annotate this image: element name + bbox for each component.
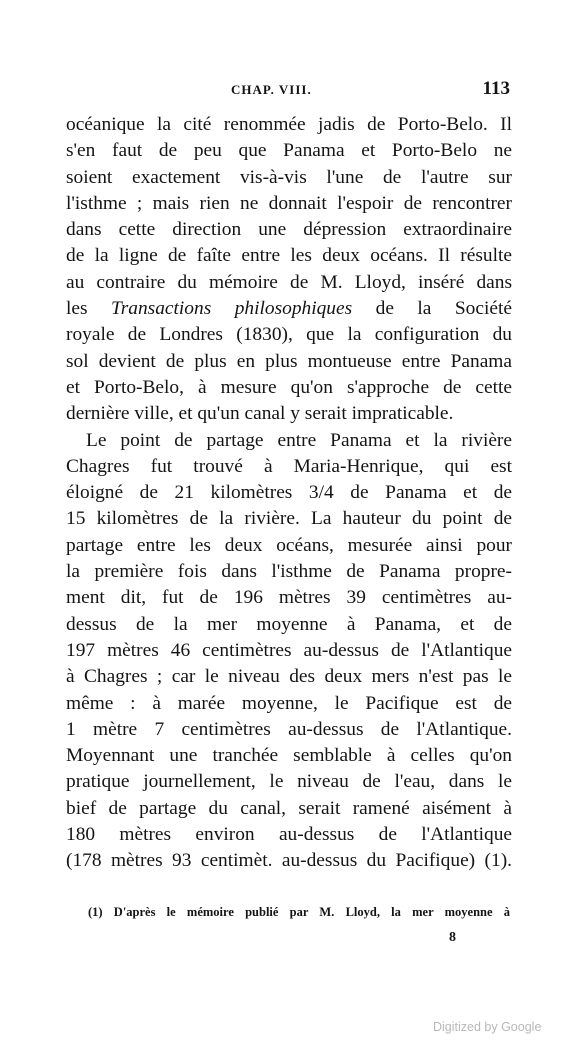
- text-line-with-italic: [66, 296, 512, 322]
- text-line: et Porto-Belo, à mesure qu'on s'approche de cette: [66, 376, 512, 398]
- body-text: [66, 112, 512, 875]
- text-line: de la ligne de faîte entre les deux océans. Il résulte: [66, 245, 512, 267]
- footnote: (1) D'après le mémoire publié par M. Lloyd, la mer moyenne à: [88, 905, 510, 919]
- text-line: au contraire du mémoire de M. Lloyd, inséré dans: [66, 271, 512, 293]
- text-line: dessus de la mer moyenne à Panama, et de: [66, 613, 512, 635]
- text-line: 1 mètre 7 centimètres au-dessus de l'Atlantique.: [66, 718, 512, 740]
- text-line: Le point de partage entre Panama et la rivière: [86, 429, 512, 451]
- text-line: Moyennant une tranchée semblable à celles qu'on: [66, 745, 512, 767]
- text-line: l'isthme ; mais rien ne donnait l'espoir de rencontrer: [66, 192, 512, 214]
- text-line: (178 mètres 93 centimèt. au-dessus du Pacifique) (1).: [66, 850, 512, 872]
- watermark: Digitized by Google: [433, 1020, 542, 1034]
- text-line: même : à marée moyenne, le Pacifique est de: [66, 692, 512, 714]
- text-segment: de la Société: [375, 298, 512, 320]
- running-head: CHAP. VIII.: [231, 82, 312, 97]
- text-line: Chagres fut trouvé à Maria-Henrique, qui est: [66, 455, 512, 477]
- page-number: 113: [482, 78, 510, 99]
- text-line: dans cette direction une dépression extraordinaire: [66, 219, 512, 241]
- italic-title: Transactions philosophiques: [111, 298, 353, 320]
- text-line: dernière ville, et qu'un canal y serait impraticable.: [66, 403, 454, 425]
- text-line: pratique journellement, le niveau de l'eau, dans le: [66, 771, 512, 793]
- page-header: [66, 80, 510, 104]
- text-line: éloigné de 21 kilomètres 3/4 de Panama et de: [66, 482, 512, 504]
- text-segment: les: [66, 298, 88, 320]
- text-line: ment dit, fut de 196 mètres 39 centimètres au-: [66, 587, 512, 609]
- text-line: 180 mètres environ au-dessus de l'Atlantique: [66, 824, 512, 846]
- text-line: soient exactement vis-à-vis l'une de l'autre sur: [66, 166, 512, 188]
- text-line: 197 mètres 46 centimètres au-dessus de l'Atlantique: [66, 639, 512, 661]
- signature-mark: 8: [449, 930, 456, 945]
- text-line: la première fois dans l'isthme de Panama propre-: [66, 561, 512, 583]
- text-line: à Chagres ; car le niveau des deux mers n'est pas le: [66, 666, 512, 688]
- text-line: bief de partage du canal, serait ramené aisément à: [66, 797, 512, 819]
- text-line: s'en faut de peu que Panama et Porto-Belo ne: [66, 140, 512, 162]
- text-line: partage entre les deux océans, mesurée ainsi pour: [66, 534, 512, 556]
- text-line: 15 kilomètres de la rivière. La hauteur du point de: [66, 508, 512, 530]
- text-line: sol devient de plus en plus montueuse entre Panama: [66, 350, 512, 372]
- text-line: royale de Londres (1830), que la configuration du: [66, 324, 512, 346]
- text-line: océanique la cité renommée jadis de Porto-Belo. Il: [66, 114, 512, 135]
